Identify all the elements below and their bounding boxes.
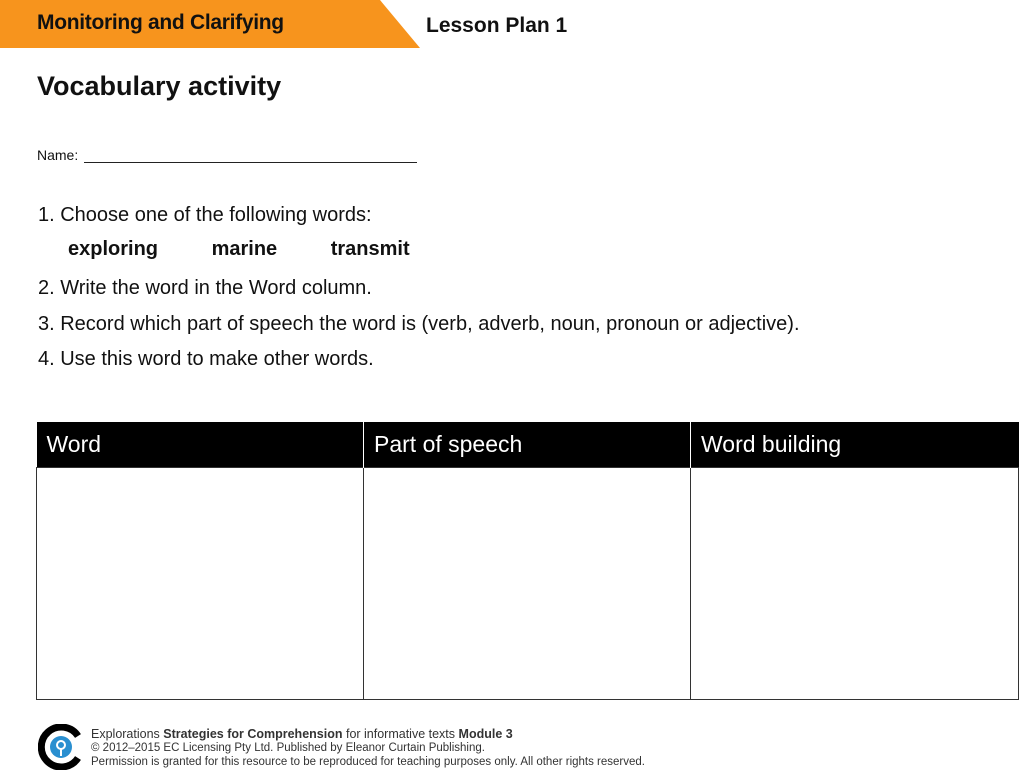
- name-field[interactable]: [37, 147, 417, 163]
- step-1: 1. Choose one of the following words:: [38, 204, 372, 226]
- vocabulary-table: [36, 422, 1019, 700]
- step-3: 3. Record which part of speech the word is (verb, adverb, noun, pronoun or adjective).: [38, 313, 800, 335]
- word-choices: [68, 238, 458, 261]
- word-choice: transmit: [330, 238, 410, 260]
- footer-copyright: © 2012–2015 EC Licensing Pty Ltd. Published by Eleanor Curtain Publishing.: [91, 742, 485, 754]
- step-4: 4. Use this word to make other words.: [38, 348, 374, 370]
- step-2: 2. Write the word in the Word column.: [38, 277, 372, 299]
- footer-permission: Permission is granted for this resource to be reproduced for teaching purposes only. All other rights reserved.: [91, 756, 645, 768]
- footer-series: Explorations: [91, 727, 160, 741]
- part-of-speech-cell[interactable]: [364, 467, 691, 700]
- word-building-cell[interactable]: [691, 467, 1019, 700]
- word-choice: exploring: [68, 238, 159, 260]
- header-word: Word: [37, 422, 364, 467]
- section-title: Monitoring and Clarifying: [37, 11, 284, 34]
- header-word-building: Word building: [691, 422, 1019, 467]
- footer-product: Strategies for Comprehension: [163, 727, 343, 741]
- footer: [91, 727, 645, 769]
- lesson-label: Lesson Plan 1: [426, 14, 568, 37]
- publisher-logo-icon: [38, 724, 84, 770]
- word-cell[interactable]: [37, 467, 364, 700]
- page-title: Vocabulary activity: [37, 71, 282, 101]
- header-part-of-speech: Part of speech: [364, 422, 691, 467]
- footer-subtitle: for informative texts: [345, 727, 456, 741]
- word-choice: marine: [211, 238, 278, 260]
- footer-module: Module 3: [458, 727, 513, 741]
- name-label: Name:: [37, 147, 79, 163]
- table-row: [37, 467, 1019, 700]
- table-header-row: [37, 422, 1019, 467]
- name-line[interactable]: [84, 151, 417, 163]
